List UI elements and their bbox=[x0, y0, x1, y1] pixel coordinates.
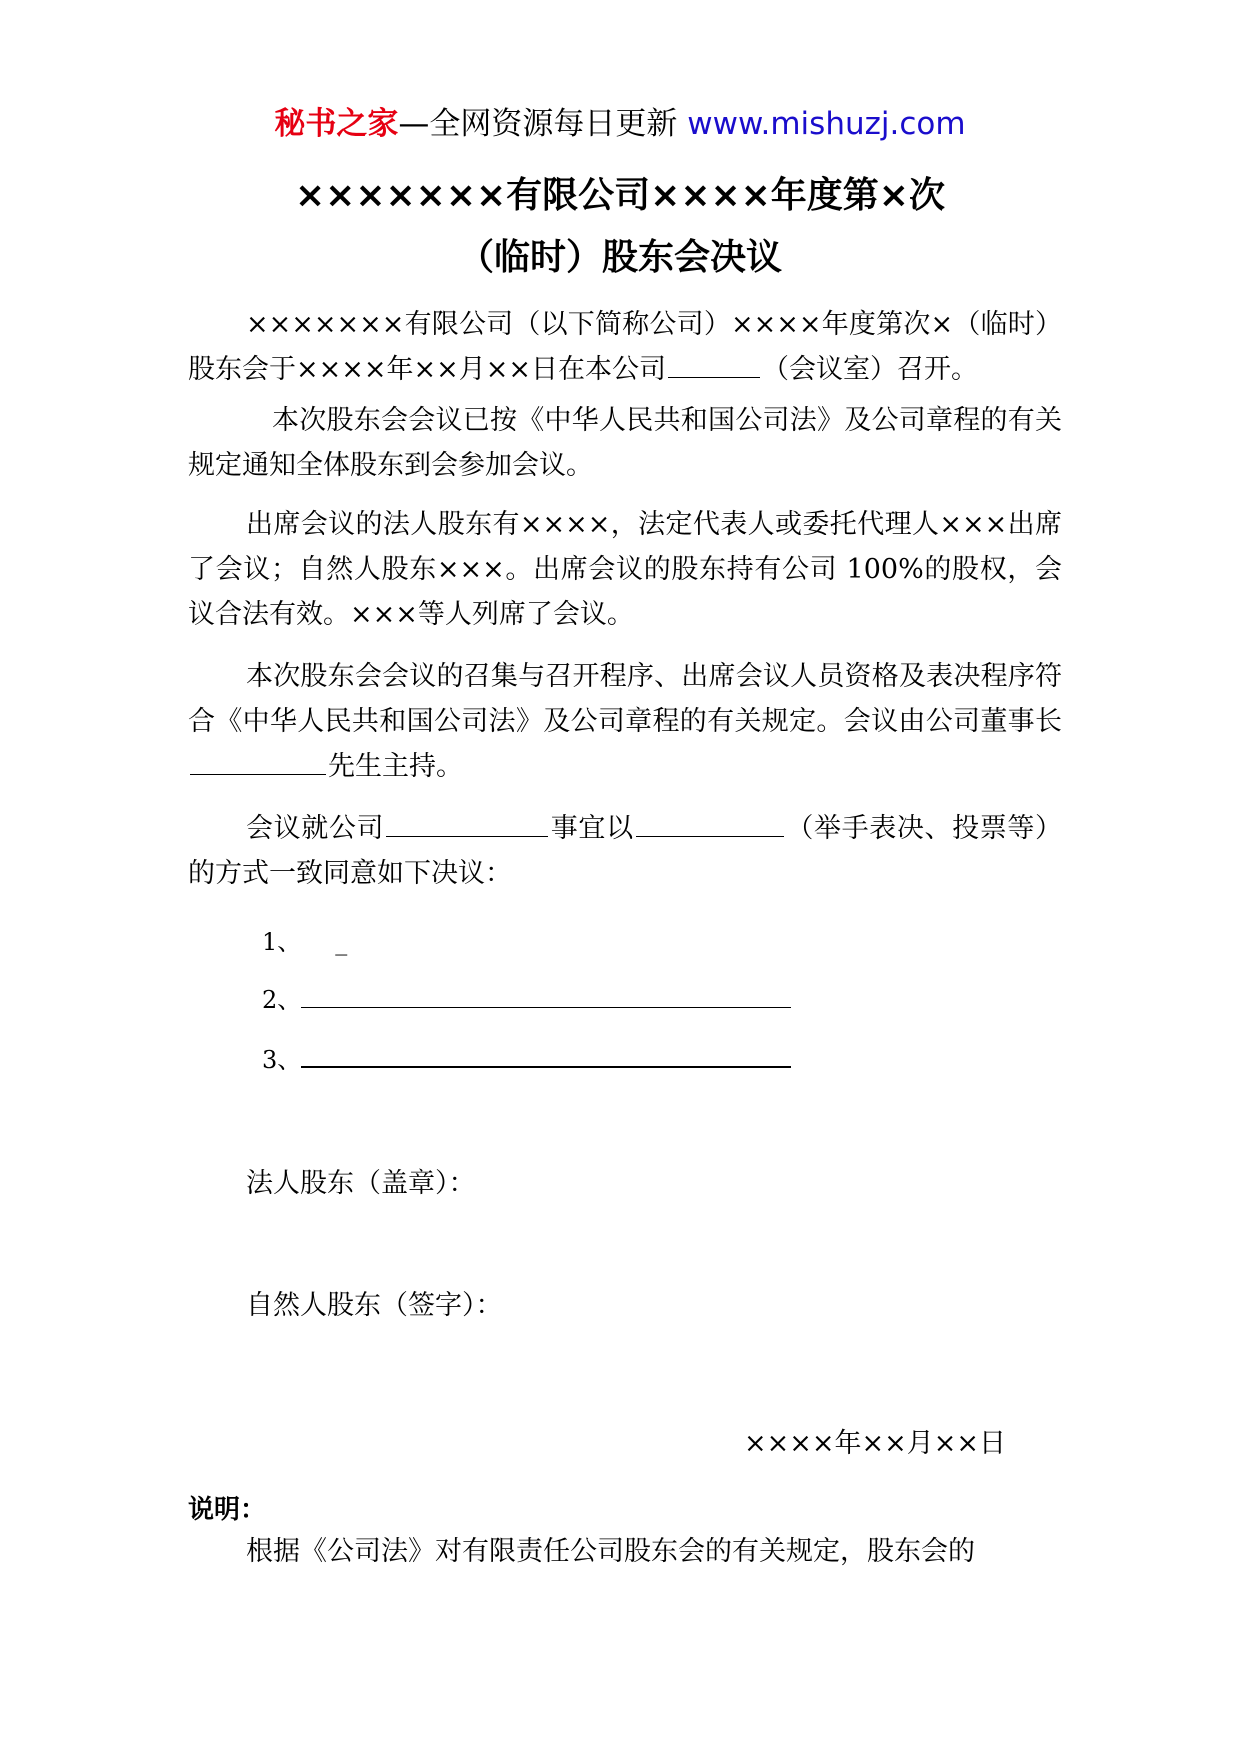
legal-shareholder-seal: 法人股东（盖章）： bbox=[246, 1168, 476, 1199]
resolution-item bbox=[262, 1040, 791, 1080]
natural-shareholder-signature: 自然人股东（签字）： bbox=[246, 1290, 503, 1321]
blank-line bbox=[301, 1040, 791, 1068]
paragraph-notice: 本次股东会会议已按《中华人民共和国公司法》及公司章程的有关规定通知全体股东到会参加会议。 bbox=[188, 405, 1062, 481]
blank-line bbox=[386, 806, 548, 837]
document-title-line2: （临时）股东会决议 bbox=[457, 237, 782, 278]
resolution-item bbox=[262, 980, 791, 1020]
note-label: 说明： bbox=[188, 1495, 267, 1525]
item-blank: _ bbox=[335, 928, 348, 956]
paragraph-text: 会议就公司 bbox=[246, 813, 385, 844]
paragraph-resolution-intro bbox=[188, 806, 1062, 896]
header-url-link[interactable]: www.mishuzj.com bbox=[687, 106, 966, 142]
document-date: ××××年××月××日 bbox=[744, 1428, 1006, 1459]
paragraph-text: ×××××××有限公司（以下简称公司）××××年度第次×（临时）股东会于××××年××月××日在本公司 bbox=[188, 309, 1062, 385]
brand-name: 秘书之家 bbox=[274, 106, 399, 142]
item-number: 1、 bbox=[262, 928, 302, 956]
document-title-line1: ×××××××有限公司××××年度第×次 bbox=[295, 175, 945, 216]
item-number: 2、 bbox=[262, 986, 302, 1014]
blank-line bbox=[668, 347, 760, 378]
site-header bbox=[0, 104, 1240, 144]
blank-line bbox=[301, 981, 791, 1008]
item-number: 3、 bbox=[262, 1046, 302, 1074]
blank-line bbox=[636, 806, 784, 837]
paragraph-procedure bbox=[188, 654, 1062, 789]
blank-line bbox=[190, 744, 326, 775]
paragraph-text: （举手表决、投票等）的方式一致同意如下决议： bbox=[188, 813, 1063, 889]
header-slogan: —全网资源每日更新 bbox=[398, 106, 688, 142]
paragraph-text: 本次股东会会议的召集与召开程序、出席会议人员资格及表决程序符合《中华人民共和国公司法》及公司章程的有关规定。会议由公司董事长 bbox=[188, 661, 1062, 737]
note-text: 根据《公司法》对有限责任公司股东会的有关规定，股东会的 bbox=[246, 1536, 975, 1567]
paragraph-text: 事宜以 bbox=[550, 813, 634, 844]
paragraph-meeting-intro bbox=[188, 302, 1062, 392]
paragraph-text: 先生主持。 bbox=[328, 751, 463, 782]
resolution-item bbox=[262, 922, 347, 962]
paragraph-text: （会议室）召开。 bbox=[761, 354, 978, 385]
paragraph-attendance: 出席会议的法人股东有××××，法定代表人或委托代理人×××出席了会议；自然人股东×××。出席会议的股东持有公司 100%的股权，会议合法有效。×××等人列席了会议。 bbox=[188, 509, 1062, 630]
